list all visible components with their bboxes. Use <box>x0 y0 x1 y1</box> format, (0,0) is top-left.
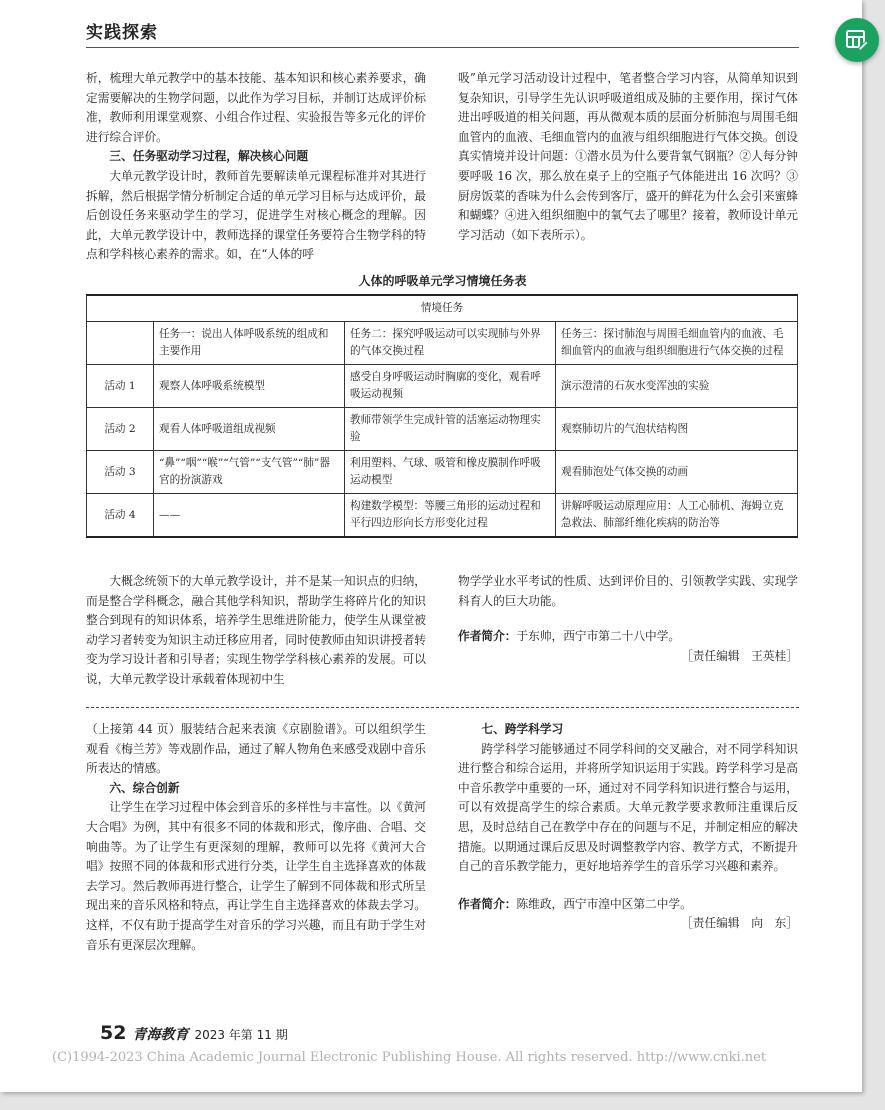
table-extract-button[interactable] <box>835 18 879 62</box>
table-edit-icon <box>845 28 869 52</box>
editor-note: ［责任编辑 王英桂］ <box>681 648 798 663</box>
table-header-cell: 任务三：探讨肺泡与周围毛细血管内的血液、毛细血管内的血液与组织细胞进行气体交换的过程 <box>556 322 798 365</box>
row-label: 活动 3 <box>87 451 154 494</box>
table-cell: “鼻”“咽”“喉”“气管”“支气管”“肺”器官的扮演游戏 <box>154 451 345 494</box>
issue-label: 2023 年第 11 期 <box>194 1028 288 1042</box>
top-left-column <box>86 69 426 265</box>
table-cell: 教师带领学生完成针管的活塞运动物理实验 <box>345 408 556 451</box>
paragraph: 跨学科学习能够通过不同学科间的交叉融合，对不同学科知识进行整合和综合运用，并将所学知识运用于实践。跨学科学习是高中音乐教学中重要的一环，通过对不同学科知识进行整合与运用，可以有效提高学生的综合素质。大单元教学要求教师注重课后反思，及时总结自己在教学中存在的问题与不足，并制定相应的解决措施。以期通过课后反思及时调整教学内容、教学方式，不断提升自己的音乐教学能力，更好地培养学生的音乐学习兴趣和素养。 <box>458 741 798 874</box>
author-label: 作者简介： <box>458 896 517 911</box>
subheading: 三、任务驱动学习过程，解决核心问题 <box>109 149 309 164</box>
header-rule <box>86 47 799 48</box>
article-separator <box>86 707 799 708</box>
table-corner-cell <box>87 322 154 365</box>
bottom-right-column <box>458 720 798 934</box>
table-row <box>87 451 798 494</box>
mid-right-column <box>458 572 798 666</box>
table-row <box>87 494 798 538</box>
top-right-column <box>458 69 798 245</box>
editor-note: ［责任编辑 向 东］ <box>681 916 798 931</box>
paragraph: （上接第 44 页）服装结合起来表演《京剧脸谱》。可以组织学生观看《梅兰芳》等戏剧作品，通过了解人物角色来感受戏剧中音乐所表达的情感。 <box>86 722 426 776</box>
table-cell: 观察人体呼吸系统模型 <box>154 365 345 408</box>
row-label: 活动 2 <box>87 408 154 451</box>
table-header-cell: 任务二：探究呼吸运动可以实现肺与外界的气体交换过程 <box>345 322 556 365</box>
table-cell: —— <box>154 494 345 538</box>
table-header-cell: 任务一：说出人体呼吸系统的组成和主要作用 <box>154 322 345 365</box>
table-title: 人体的呼吸单元学习情境任务表 <box>358 274 527 288</box>
paragraph: 析，梳理大单元教学中的基本技能、基本知识和核心素养要求，确定需要解决的生物学问题，以此作为学习目标，并制订达成评价标准，教师利用课堂观察、小组合作过程、实验报告等多元化的评价进行综合评价。 <box>86 71 426 144</box>
table-cell: 感受自身呼吸运动时胸廓的变化，观看呼吸运动视频 <box>345 365 556 408</box>
table-header-row <box>87 322 798 365</box>
author-text: 陈维政，西宁市湟中区第二中学。 <box>516 896 692 911</box>
paragraph: 物学学业水平考试的性质、达到评价目的、引领教学实践、实现学科育人的巨大功能。 <box>458 574 798 608</box>
table-group-header-row <box>87 295 798 322</box>
table-cell: 利用塑料、气球、吸管和橡皮膜制作呼吸运动模型 <box>345 451 556 494</box>
author-note <box>458 895 798 915</box>
table-group-header: 情境任务 <box>87 295 798 322</box>
paragraph: 大单元教学设计时，教师首先要解读单元课程标准并对其进行拆解，然后根据学情分析制定合适的单元学习目标与达成评价，最后创设任务来驱动学生的学习，促进学生对核心概念的理解。因此，大单元教学设计中，教师选择的课堂任务要符合生物学科的特点和学科核心素养的需求。如，在“人体的呼 <box>86 168 426 262</box>
paragraph: 大概念统领下的大单元教学设计，并不是某一知识点的归纳，而是整合学科概念，融合其他学科知识，帮助学生将碎片化的知识整合到现有的知识体系，培养学生思维进阶能力，使学生从课堂被动学习者转变为知识主动迁移应用者，同时使教师由知识讲授者转变为学习设计者和引导者；实现生物学学科核心素养的发展。可以说，大单元教学设计承载着体现初中生 <box>86 574 426 686</box>
section-title: 实践探索 <box>86 23 158 43</box>
table-cell: 观察肺切片的气泡状结构图 <box>556 408 798 451</box>
subheading: 七、跨学科学习 <box>481 722 564 736</box>
table-cell: 讲解呼吸运动原理应用：人工心肺机、海姆立克急救法、肺部纤维化疾病的防治等 <box>556 494 798 538</box>
author-text: 于东帅，西宁市第二十八中学。 <box>516 629 681 644</box>
table-row <box>87 408 798 451</box>
page-footer <box>100 1022 288 1044</box>
mid-left-column <box>86 572 426 690</box>
table-row <box>87 365 798 408</box>
author-note <box>458 627 798 647</box>
row-label: 活动 4 <box>87 494 154 538</box>
task-table <box>86 294 798 538</box>
table-cell: 观看肺泡处气体交换的动画 <box>556 451 798 494</box>
table-cell: 构建数学模型：等腰三角形的运动过程和平行四边形向长方形变化过程 <box>345 494 556 538</box>
table-cell: 观看人体呼吸道组成视频 <box>154 408 345 451</box>
copyright-notice: (C)1994-2023 China Academic Journal Electronic Publishing House. All rights reserved. http://www.cnki.net <box>52 1050 767 1065</box>
magazine-logo: 青海教育 <box>132 1027 189 1043</box>
bottom-left-column <box>86 720 426 955</box>
paragraph: 吸”单元学习活动设计过程中，笔者整合学习内容，从简单知识到复杂知识，引导学生先认识呼吸道组成及肺的主要作用，探讨气体进出呼吸道的相关问题，再从微观本质的层面分析肺泡与周围毛细血管内的血液、毛细血管内的血液与组织细胞进行气体交换。创设真实情境并设计问题：①潜水员为什么要背氧气钢瓶？②人每分钟要呼吸 16 次，那么放在桌子上的空瓶子气体能进出 16 次吗？③厨房饭菜的香味为什么会传到客厅，盛开的鲜花为什么会引来蜜蜂和蝴蝶？④进入组织细胞中的氧气去了哪里？接着，教师设计单元学习活动（如下表所示）。 <box>458 71 798 242</box>
paragraph: 让学生在学习过程中体会到音乐的多样性与丰富性。以《黄河大合唱》为例，其中有很多不同的体裁和形式，像序曲、合唱、交响曲等。为了让学生有更深刻的理解，教师可以先将《黄河大合唱》按照不同的体裁和形式进行分类，让学生自主选择喜欢的体裁去学习。然后教师再进行整合，让学生了解到不同体裁和形式所呈现出来的音乐风格和特点，再让学生自主选择喜欢的体裁去学习。这样，不仅有助于提高学生对音乐的学习兴趣，而且有助于学生对音乐有更深层次理解。 <box>86 800 426 952</box>
author-label: 作者简介： <box>458 629 517 644</box>
table-cell: 演示澄清的石灰水变浑浊的实验 <box>556 365 798 408</box>
page-number: 52 <box>100 1022 127 1044</box>
subheading: 六、综合创新 <box>109 780 180 795</box>
row-label: 活动 1 <box>87 365 154 408</box>
